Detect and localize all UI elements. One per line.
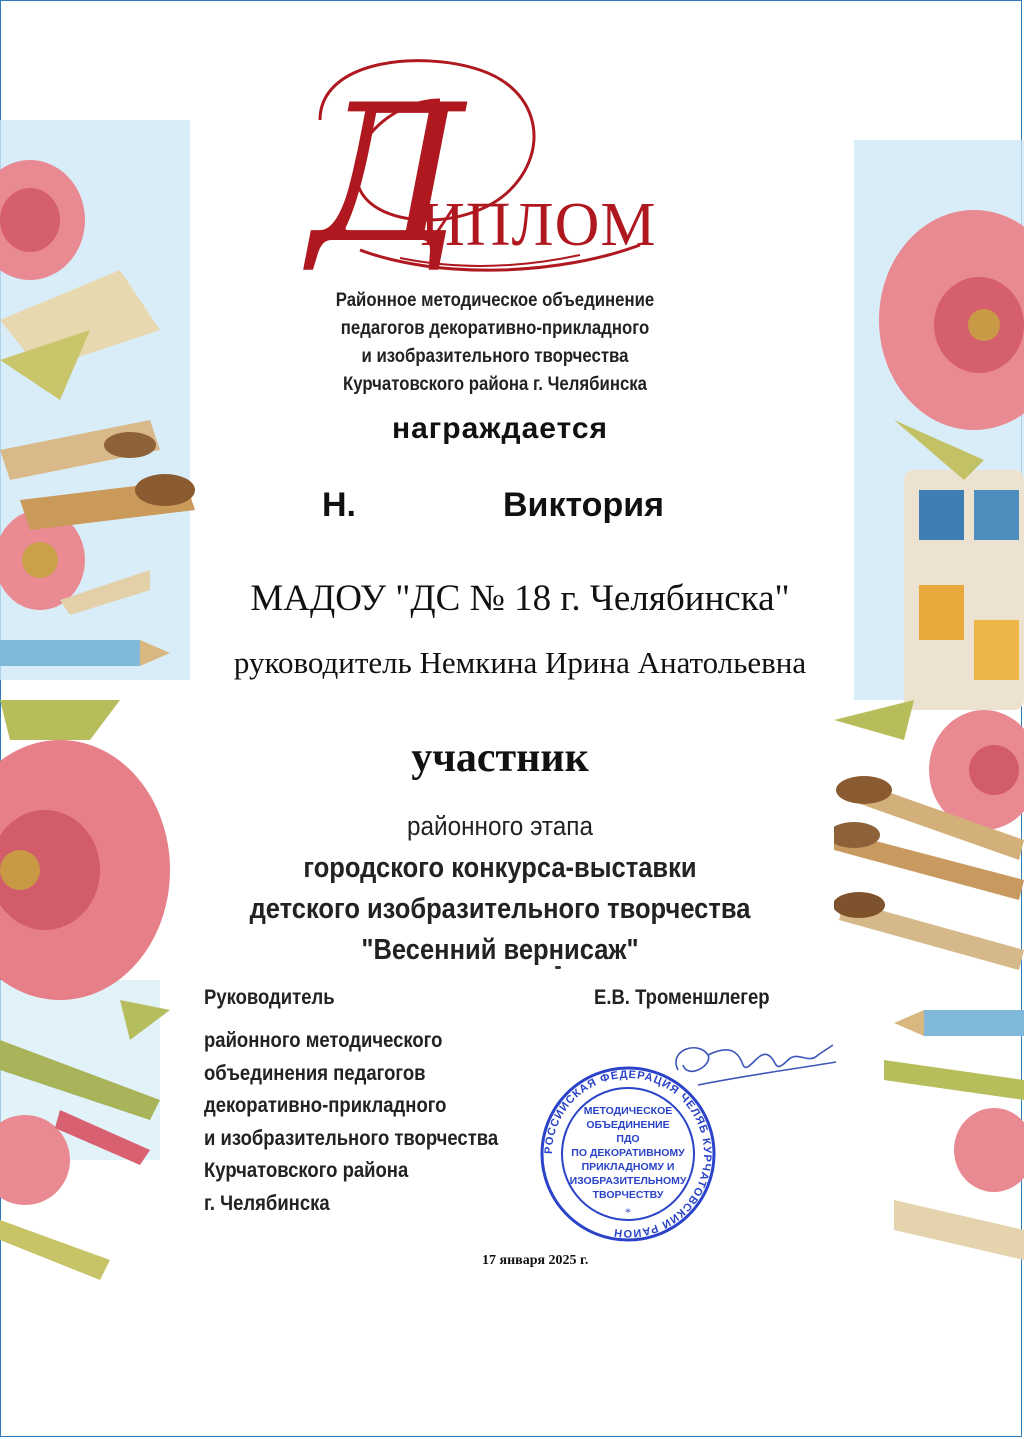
stamp-line: ПДО (616, 1133, 640, 1145)
recipient-initial: Н. (322, 486, 356, 524)
stamp-star: * (625, 1205, 631, 1219)
contest-line: "Весенний вернисаж" (361, 934, 639, 966)
awarded-label: награждается (391, 412, 609, 445)
signatory-org-line: Курчатовского района (204, 1159, 409, 1182)
signatory-org-line: районного методического (204, 1029, 443, 1052)
recipient-leader: руководитель Немкина Ирина Анатольевна (233, 645, 807, 680)
left-floral-border (0, 0, 200, 1439)
recipient-institution: МАДОУ "ДС № 18 г. Челябинска" (250, 578, 790, 619)
stamp-line: МЕТОДИЧЕСКОЕ (583, 1105, 673, 1117)
title-text: ИПЛОМ (420, 191, 657, 259)
signatory-organization (204, 1025, 574, 1220)
signatory-org-line: г. Челябинска (204, 1191, 330, 1215)
signatory-title: Руководитель (204, 986, 335, 1009)
diploma-title (300, 40, 680, 290)
stamp-line: ПРИКЛАДНОМУ И (581, 1161, 675, 1173)
recipient-first-name: Виктория (503, 486, 664, 524)
stamp-line: ОБЪЕДИНЕНИЕ (586, 1119, 670, 1131)
signatory-org-line: декоративно-прикладного (204, 1094, 447, 1117)
organization-line: и изобразительного творчества (361, 345, 629, 367)
title-initial-letter: Д (310, 64, 465, 285)
award-status: участник (411, 735, 589, 781)
signatory-org-line: и изобразительного творчества (204, 1126, 499, 1150)
contest-name (218, 848, 781, 971)
stamp-ring-text: РОССИЙСКАЯ ФЕДЕРАЦИЯ ЧЕЛЯБ КУРЧАТОВСКИЙ РАЙОН (542, 1068, 714, 1240)
small-mark (555, 966, 561, 969)
organization-line: Районное методическое объединение (335, 289, 655, 311)
signatory-name: Е.В. Троменшлегер (594, 986, 770, 1009)
stamp-line: ТВОРЧЕСТВУ (592, 1189, 664, 1201)
stamp-line: ПО ДЕКОРАТИВНОМУ (571, 1147, 685, 1159)
stamp-line: ИЗОБРАЗИТЕЛЬНОМУ (569, 1175, 687, 1187)
organization-block (284, 286, 705, 398)
signatory-org-line: объединения педагогов (204, 1061, 426, 1085)
issue-date: 17 января 2025 г. (482, 1253, 589, 1268)
contest-line: детского изобразительного творчества (249, 893, 751, 925)
official-stamp (536, 1058, 720, 1250)
right-floral-border (834, 0, 1024, 1439)
organization-line: Курчатовского района г. Челябинска (342, 373, 648, 395)
organization-line: педагогов декоративно-прикладного (340, 317, 650, 339)
contest-stage: районного этапа (407, 811, 593, 841)
contest-line: городского конкурса-выставки (303, 852, 697, 884)
